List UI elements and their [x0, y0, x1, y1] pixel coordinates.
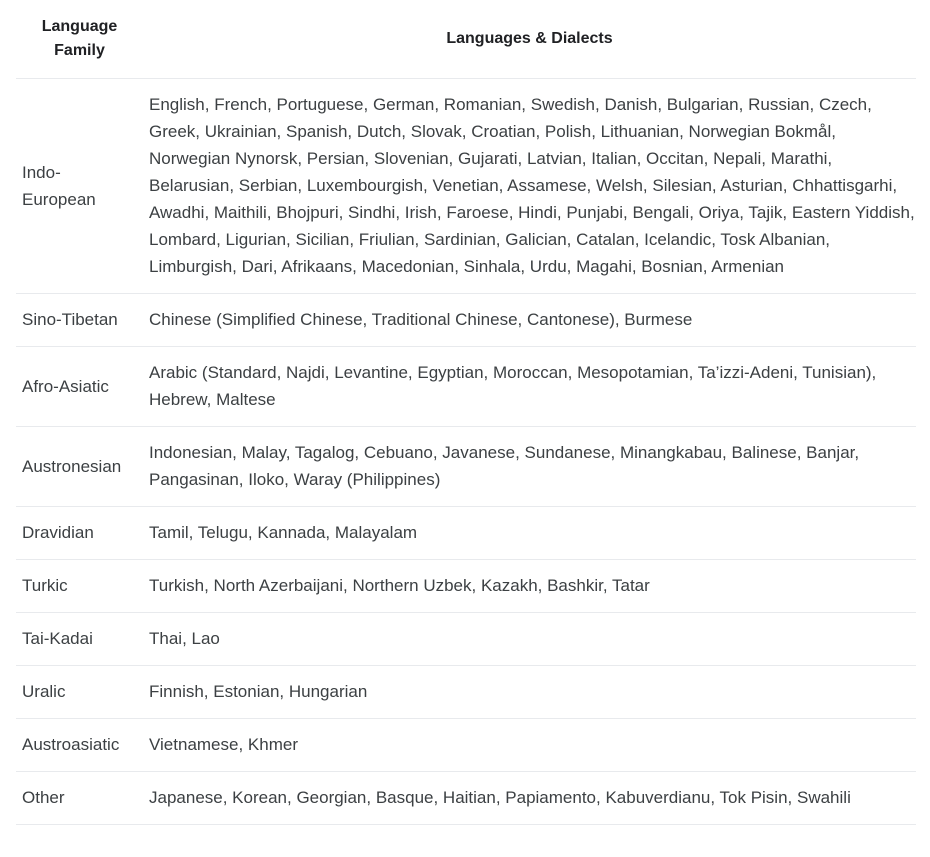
table-row [16, 666, 916, 719]
family-cell: Sino-Tibetan [16, 294, 143, 347]
languages-cell: Chinese (Simplified Chinese, Traditional Chinese, Cantonese), Burmese [143, 294, 916, 347]
languages-cell: Indonesian, Malay, Tagalog, Cebuano, Javanese, Sundanese, Minangkabau, Balinese, Banjar, Pangasinan, Iloko, Waray (Philippines) [143, 427, 916, 507]
languages-cell: English, French, Portuguese, German, Romanian, Swedish, Danish, Bulgarian, Russian, Czech, Greek, Ukrainian, Spanish, Dutch, Slovak, Croatian, Polish, Lithuanian, Norwegian Bokmål, Norwegian Nynorsk, Persian, Slovenian, Gujarati, Latvian, Italian, Occitan, Nepali, Marathi, Belarusian, Serbian, Luxembourgish, Venetian, Assamese, Welsh, Silesian, Asturian, Chhattisgarhi, Awadhi, Maithili, Bhojpuri, Sindhi, Irish, Faroese, Hindi, Punjabi, Bengali, Oriya, Tajik, Eastern Yiddish, Lombard, Ligurian, Sicilian, Friulian, Sardinian, Galician, Catalan, Icelandic, Tosk Albanian, Limburgish, Dari, Afrikaans, Macedonian, Sinhala, Urdu, Magahi, Bosnian, Armenian [143, 79, 916, 294]
table-body [16, 79, 916, 825]
table-row [16, 613, 916, 666]
language-family-table [16, 0, 916, 825]
header-language-family: Language Family [16, 0, 143, 79]
table-row [16, 507, 916, 560]
header-languages-dialects: Languages & Dialects [143, 0, 916, 79]
table-row [16, 560, 916, 613]
family-cell: Other [16, 772, 143, 825]
table-row [16, 79, 916, 294]
languages-cell: Turkish, North Azerbaijani, Northern Uzbek, Kazakh, Bashkir, Tatar [143, 560, 916, 613]
family-cell: Turkic [16, 560, 143, 613]
language-family-table-container [16, 0, 916, 825]
header-row [16, 0, 916, 79]
family-cell: Uralic [16, 666, 143, 719]
family-cell: Austroasiatic [16, 719, 143, 772]
languages-cell: Arabic (Standard, Najdi, Levantine, Egyptian, Moroccan, Mesopotamian, Ta’izzi-Adeni, Tunisian), Hebrew, Maltese [143, 347, 916, 427]
languages-cell: Finnish, Estonian, Hungarian [143, 666, 916, 719]
family-cell: Austronesian [16, 427, 143, 507]
table-row [16, 772, 916, 825]
family-cell: Indo-European [16, 79, 143, 294]
languages-cell: Thai, Lao [143, 613, 916, 666]
family-cell: Tai-Kadai [16, 613, 143, 666]
table-row [16, 719, 916, 772]
table-row [16, 347, 916, 427]
languages-cell: Tamil, Telugu, Kannada, Malayalam [143, 507, 916, 560]
family-cell: Dravidian [16, 507, 143, 560]
languages-cell: Vietnamese, Khmer [143, 719, 916, 772]
table-row [16, 294, 916, 347]
table-row [16, 427, 916, 507]
languages-cell: Japanese, Korean, Georgian, Basque, Haitian, Papiamento, Kabuverdianu, Tok Pisin, Swahili [143, 772, 916, 825]
table-header [16, 0, 916, 79]
family-cell: Afro-Asiatic [16, 347, 143, 427]
